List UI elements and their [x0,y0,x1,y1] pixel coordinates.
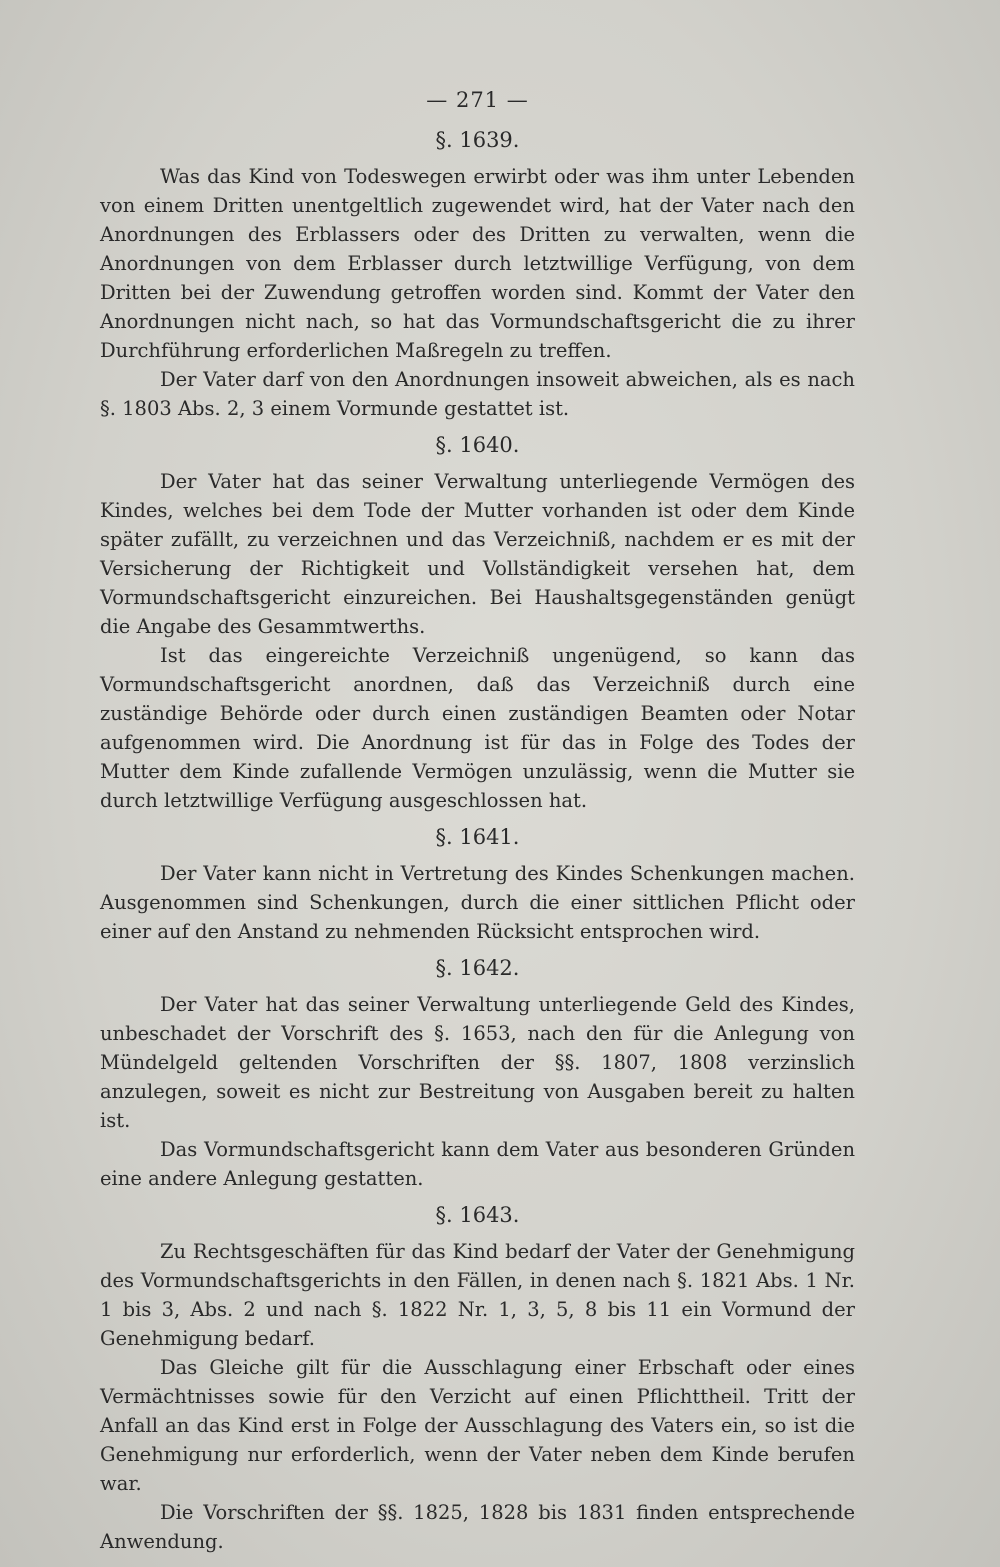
section-1642 [100,946,855,1193]
section-1639 [100,118,855,423]
paragraph: Zu Rechtsgeschäften für das Kind bedarf der Vater der Genehmigung des Vormundschaftsgerichts in den Fällen, in denen nach §. 1821 Abs. 1 Nr. 1 bis 3, Abs. 2 und nach §. 1822 Nr. 1, 3, 5, 8 bis 11 ein Vormund der Genehmigung bedarf. [100,1240,855,1350]
paragraph: Das Vormundschaftsgericht kann dem Vater aus besonderen Gründen eine andere Anlegung gestatten. [100,1138,855,1190]
section-heading: §. 1641. [435,825,520,849]
paragraph: Der Vater kann nicht in Vertretung des Kindes Schenkungen machen. Ausgenommen sind Schenkungen, durch die einer sittlichen Pflicht oder einer auf den Anstand zu nehmenden Rücksicht entsprochen wird. [100,862,855,943]
paragraph: Die Vorschriften der §§. 1825, 1828 bis 1831 finden entsprechende Anwendung. [100,1501,855,1553]
section-1643 [100,1193,855,1556]
section-1640 [100,423,855,815]
paragraph: Was das Kind von Todeswegen erwirbt oder was ihm unter Lebenden von einem Dritten unentgeltlich zugewendet wird, hat der Vater nach den Anordnungen des Erblassers oder des Dritten zu verwalten, wenn die Anordnungen von dem Erblasser durch letztwillige Verfügung, von dem Dritten bei der Zuwendung getroffen worden sind. Kommt der Vater den Anordnungen nicht nach, so hat das Vormundschaftsgericht die zu ihrer Durchführung erforderlichen Maßregeln zu treffen. [100,165,855,362]
section-heading: §. 1640. [435,433,520,457]
section-heading: §. 1639. [435,128,520,152]
paragraph: Das Gleiche gilt für die Ausschlagung einer Erbschaft oder eines Vermächtnisses sowie für den Verzicht auf einen Pflichttheil. Tritt der Anfall an das Kind erst in Folge der Ausschlagung des Vaters ein, so ist die Genehmigung nur erforderlich, wenn der Vater neben dem Kinde berufen war. [100,1356,855,1495]
paragraph: Der Vater hat das seiner Verwaltung unterliegende Vermögen des Kindes, welches bei dem Tode der Mutter vorhanden ist oder dem Kinde später zufällt, zu verzeichnen und das Verzeichniß, nachdem er es mit der Versicherung der Richtigkeit und Vollständigkeit versehen hat, dem Vormundschaftsgericht einzureichen. Bei Haushaltsgegenständen genügt die Angabe des Gesammtwerths. [100,470,855,638]
paragraph: Der Vater hat das seiner Verwaltung unterliegende Geld des Kindes, unbeschadet der Vorschrift des §. 1653, nach den für die Anlegung von Mündelgeld geltenden Vorschriften der §§. 1807, 1808 verzinslich anzulegen, soweit es nicht zur Bestreitung von Ausgaben bereit zu halten ist. [100,993,855,1132]
section-heading: §. 1642. [435,956,520,980]
text-column [100,82,855,1556]
paragraph: Der Vater darf von den Anordnungen insoweit abweichen, als es nach §. 1803 Abs. 2, 3 einem Vormunde gestattet ist. [100,368,855,420]
page-number: — 271 — [426,88,529,112]
section-1641 [100,815,855,946]
paragraph: Ist das eingereichte Verzeichniß ungenügend, so kann das Vormundschaftsgericht anordnen, daß das Verzeichniß durch eine zuständige Behörde oder durch einen zuständigen Beamten oder Notar aufgenommen wird. Die Anordnung ist für das in Folge des Todes der Mutter dem Kinde zufallende Vermögen unzulässig, wenn die Mutter sie durch letztwillige Verfügung ausgeschlossen hat. [100,644,855,812]
section-heading: §. 1643. [435,1203,520,1227]
